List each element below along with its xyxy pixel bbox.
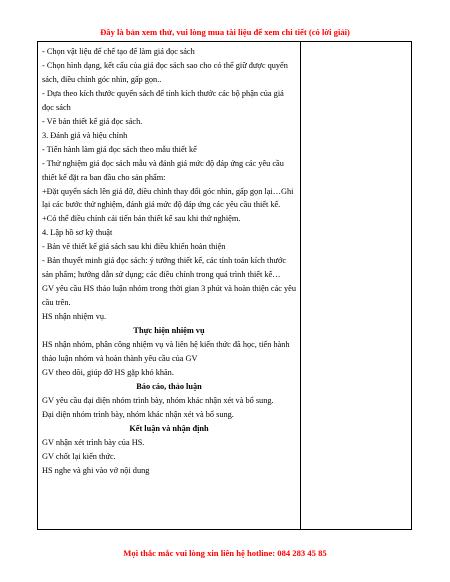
text-line: - Chọn vật liệu để chế tạo đế làm giá đọc sách xyxy=(42,47,195,56)
step-heading: 4. Lập hồ sơ kỹ thuật xyxy=(42,228,113,238)
text-line: - Bản thuyết minh giá đọc sách: ý tưởng thiết kế, các tính toán kích thước sản phẩm; hướng dẫn sử dụng; các điều chỉnh trong quá trình thiết kế… xyxy=(42,256,287,280)
text-line: - Vẽ bản thiết kế giá đọc sách. xyxy=(42,116,143,126)
activity-column xyxy=(38,42,301,529)
section-heading-bao-cao: Báo cáo, thảo luận xyxy=(136,381,202,391)
text-line: - Chọn hình dạng, kết cấu của giá đọc sách sao cho có thể giữ được quyển sách, điều chỉnh góc nhìn, gấp gọn.. xyxy=(42,60,288,84)
text-line: GV nhận xét trình bày của HS. xyxy=(42,437,145,447)
text-line: GV yêu cầu đại diện nhóm trình bày, nhóm khác nhận xét và bổ sung. xyxy=(42,395,274,405)
lesson-table xyxy=(37,41,412,530)
step-heading: 3. Đánh giá và hiệu chỉnh xyxy=(42,130,128,140)
text-line: Đại diện nhóm trình bày, nhóm khác nhận xét và bổ sung. xyxy=(42,409,234,419)
hotline-banner: Mọi thắc mắc vui lòng xin liên hệ hotline: 084 283 45 85 xyxy=(123,548,327,558)
text-line: - Tiến hành làm giá đọc sách theo mẫu thiết kế xyxy=(42,144,197,154)
text-line: - Dựa theo kích thước quyển sách để tính kích thước các bộ phận của giá đọc sách xyxy=(42,88,284,112)
text-line: +Đặt quyển sách lên giá đỡ, điều chỉnh thay đổi góc nhìn, gấp gọn lại…Ghi lại các bước thử nghiệm, đánh giá mức độ đáp ứng các yêu cầu thiết kế. xyxy=(42,186,294,210)
text-line: HS nhận nhiệm vụ. xyxy=(42,312,107,322)
section-heading-thuc-hien: Thực hiện nhiệm vụ xyxy=(133,326,205,336)
preview-notice-banner: Đây là bản xem thử, vui lòng mua tài liệu để xem chi tiết (có lời giải) xyxy=(100,27,350,37)
text-line: HS nghe và ghi vào vở nội dung xyxy=(42,465,150,475)
text-line: - Bản vẽ thiết kế giá sách sau khi điều khiển hoàn thiện xyxy=(42,242,226,252)
section-heading-ket-luan: Kết luận và nhận định xyxy=(129,423,209,433)
text-line: +Có thể điều chỉnh cải tiến bản thiết kế sau khi thử nghiệm. xyxy=(42,214,241,224)
text-line: GV theo dõi, giúp đỡ HS gặp khó khăn. xyxy=(42,367,174,377)
text-line: - Thử nghiệm giá đọc sách mẫu và đánh giá mức độ đáp ứng các yêu cầu thiết kế đặt ra ban đầu cho sản phẩm: xyxy=(42,158,284,182)
text-line: GV yêu cầu HS thảo luận nhóm trong thời gian 3 phút và hoàn thiện các yêu cầu trên. xyxy=(42,284,297,308)
content-column xyxy=(301,42,411,529)
text-line: GV chốt lại kiến thức. xyxy=(42,451,116,461)
text-line: HS nhận nhóm, phân công nhiệm vụ và liên hệ kiến thức đã học, tiến hành thảo luận nhóm và hoàn thành yêu cầu của GV xyxy=(42,340,290,363)
